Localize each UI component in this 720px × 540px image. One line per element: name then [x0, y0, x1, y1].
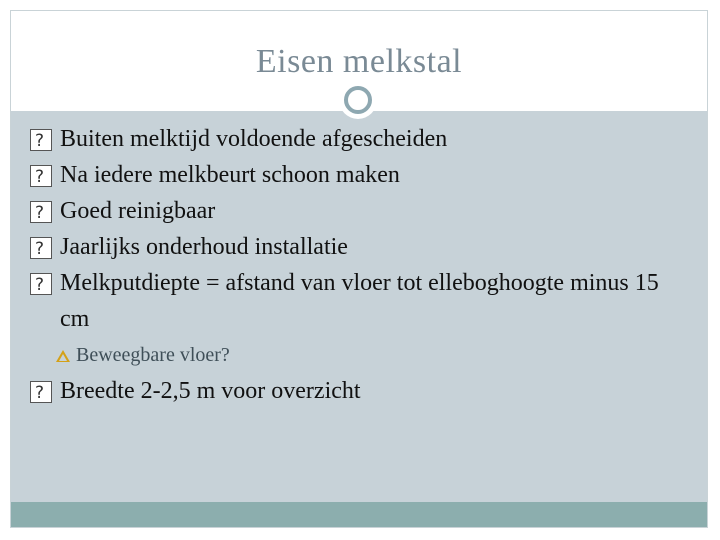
- bullet-list: [30, 121, 690, 409]
- bullet-text: Jaarlijks onderhoud installatie: [60, 234, 348, 260]
- bullet-text: Melkputdiepte = afstand van vloer tot elleboghoogte minus 15 cm: [60, 270, 659, 332]
- sub-bullet-text: Beweegbare vloer?: [76, 344, 230, 366]
- bullet-text: Breedte 2-2,5 m voor overzicht: [60, 378, 361, 404]
- footer-bar: [11, 502, 707, 527]
- bullet-text: Goed reinigbaar: [60, 198, 216, 224]
- missing-glyph-box-icon: [30, 201, 52, 223]
- bullet-item: [30, 121, 690, 157]
- hollow-triangle-icon: [56, 350, 70, 362]
- sub-bullet-item: [30, 339, 690, 371]
- missing-glyph-box-icon: [30, 381, 52, 403]
- ring-icon: [339, 81, 377, 119]
- bullet-item: [30, 193, 690, 229]
- ring-inner: [344, 86, 372, 114]
- bullet-item: [30, 229, 690, 265]
- bullet-text: Na iedere melkbeurt schoon maken: [60, 162, 400, 188]
- missing-glyph-box-icon: [30, 129, 52, 151]
- missing-glyph-box-icon: [30, 273, 52, 295]
- bullet-item: [30, 373, 690, 409]
- bullet-item: [30, 265, 690, 337]
- slide-title: Eisen melkstal: [255, 43, 463, 80]
- missing-glyph-box-icon: [30, 237, 52, 259]
- bullet-item: [30, 157, 690, 193]
- bullet-text: Buiten melktijd voldoende afgescheiden: [60, 126, 448, 152]
- missing-glyph-box-icon: [30, 165, 52, 187]
